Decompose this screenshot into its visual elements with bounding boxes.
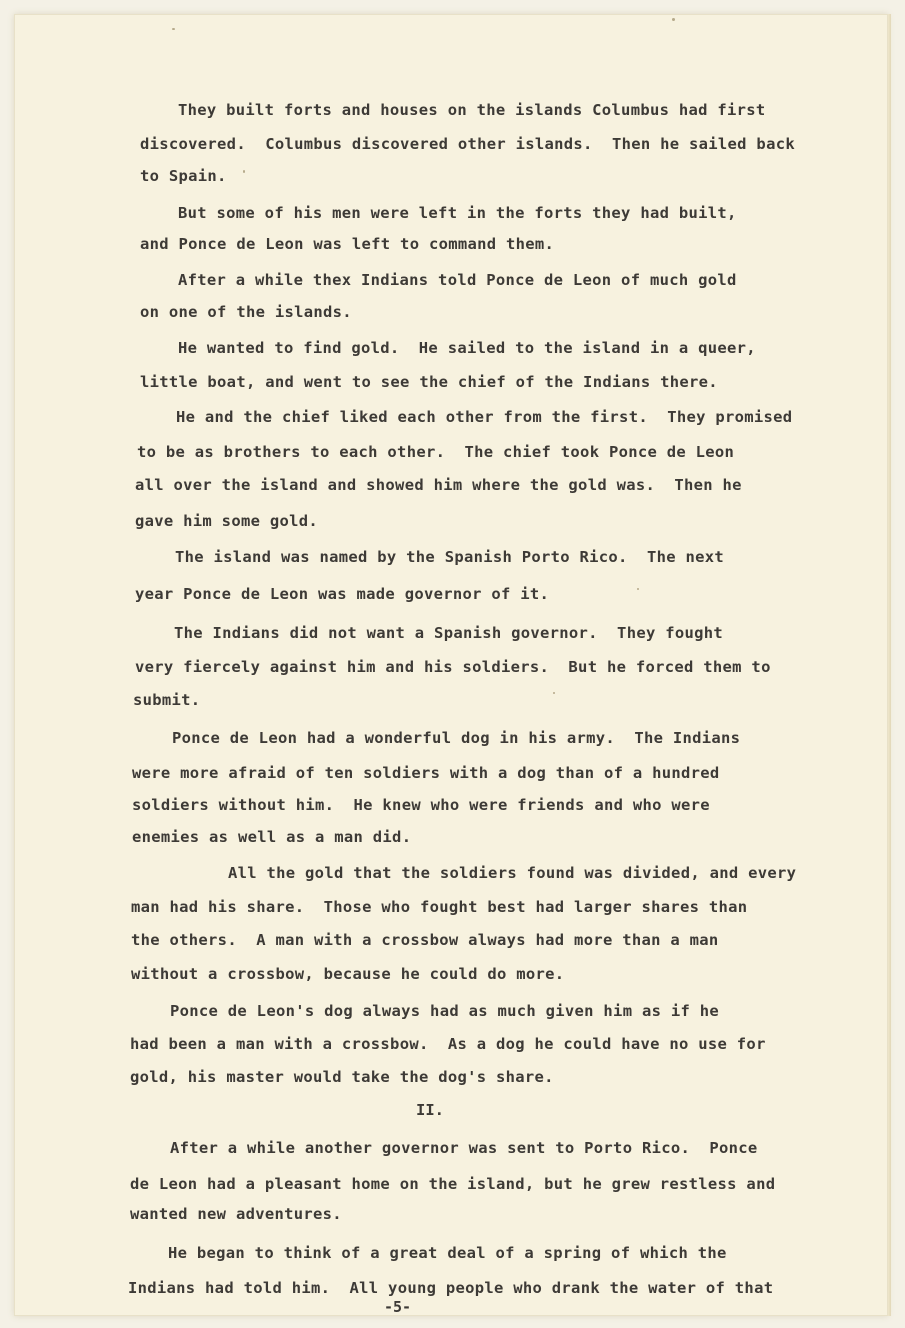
text-line: year Ponce de Leon was made governor of it. — [135, 585, 550, 603]
text-line: had been a man with a crossbow. As a dog he could have no use for — [130, 1035, 766, 1053]
text-line: were more afraid of ten soldiers with a dog than of a hundred — [132, 764, 720, 782]
text-line: But some of his men were left in the forts they had built, — [178, 204, 737, 222]
paper-speck — [553, 692, 555, 694]
text-line: He and the chief liked each other from the first. They promised — [176, 408, 793, 426]
page-number: -5- — [384, 1298, 412, 1316]
section-heading: II. — [416, 1101, 444, 1119]
text-line: all over the island and showed him where the gold was. Then he — [135, 476, 742, 494]
text-line: on one of the islands. — [140, 303, 352, 321]
text-line: All the gold that the soldiers found was divided, and every — [228, 864, 797, 882]
text-line: The Indians did not want a Spanish governor. They fought — [174, 624, 724, 642]
text-line: gold, his master would take the dog's share. — [130, 1068, 554, 1086]
paper-speck — [172, 28, 175, 30]
text-line: wanted new adventures. — [130, 1205, 342, 1223]
text-line: discovered. Columbus discovered other islands. Then he sailed back — [140, 135, 795, 153]
text-line: Indians had told him. All young people who drank the water of that — [128, 1279, 774, 1297]
text-line: and Ponce de Leon was left to command them. — [140, 235, 555, 253]
text-line: gave him some gold. — [135, 512, 319, 530]
text-line: They built forts and houses on the islands Columbus had first — [178, 101, 766, 119]
page-edge — [888, 14, 891, 1316]
text-line: the others. A man with a crossbow always had more than a man — [131, 931, 719, 949]
text-line: soldiers without him. He knew who were friends and who were — [132, 796, 710, 814]
text-line: to Spain. — [140, 167, 227, 185]
text-line: little boat, and went to see the chief of the Indians there. — [140, 373, 718, 391]
text-line: He began to think of a great deal of a spring of which the — [168, 1244, 727, 1262]
text-line: After a while thex Indians told Ponce de Leon of much gold — [178, 271, 737, 289]
text-line: enemies as well as a man did. — [132, 828, 412, 846]
text-line: After a while another governor was sent to Porto Rico. Ponce — [170, 1139, 758, 1157]
text-line: de Leon had a pleasant home on the island, but he grew restless and — [130, 1175, 776, 1193]
text-line: very fiercely against him and his soldiers. But he forced them to — [135, 658, 771, 676]
text-line: without a crossbow, because he could do more. — [131, 965, 565, 983]
text-line: The island was named by the Spanish Porto Rico. The next — [175, 548, 725, 566]
paper-speck — [243, 170, 245, 173]
text-line: Ponce de Leon's dog always had as much given him as if he — [170, 1002, 720, 1020]
text-line: to be as brothers to each other. The chief took Ponce de Leon — [137, 443, 735, 461]
text-line: submit. — [133, 691, 201, 709]
text-line: Ponce de Leon had a wonderful dog in his army. The Indians — [172, 729, 741, 747]
text-line: He wanted to find gold. He sailed to the island in a queer, — [178, 339, 756, 357]
text-line: man had his share. Those who fought best had larger shares than — [131, 898, 748, 916]
paper-speck — [637, 588, 639, 590]
paper-speck — [672, 18, 675, 21]
